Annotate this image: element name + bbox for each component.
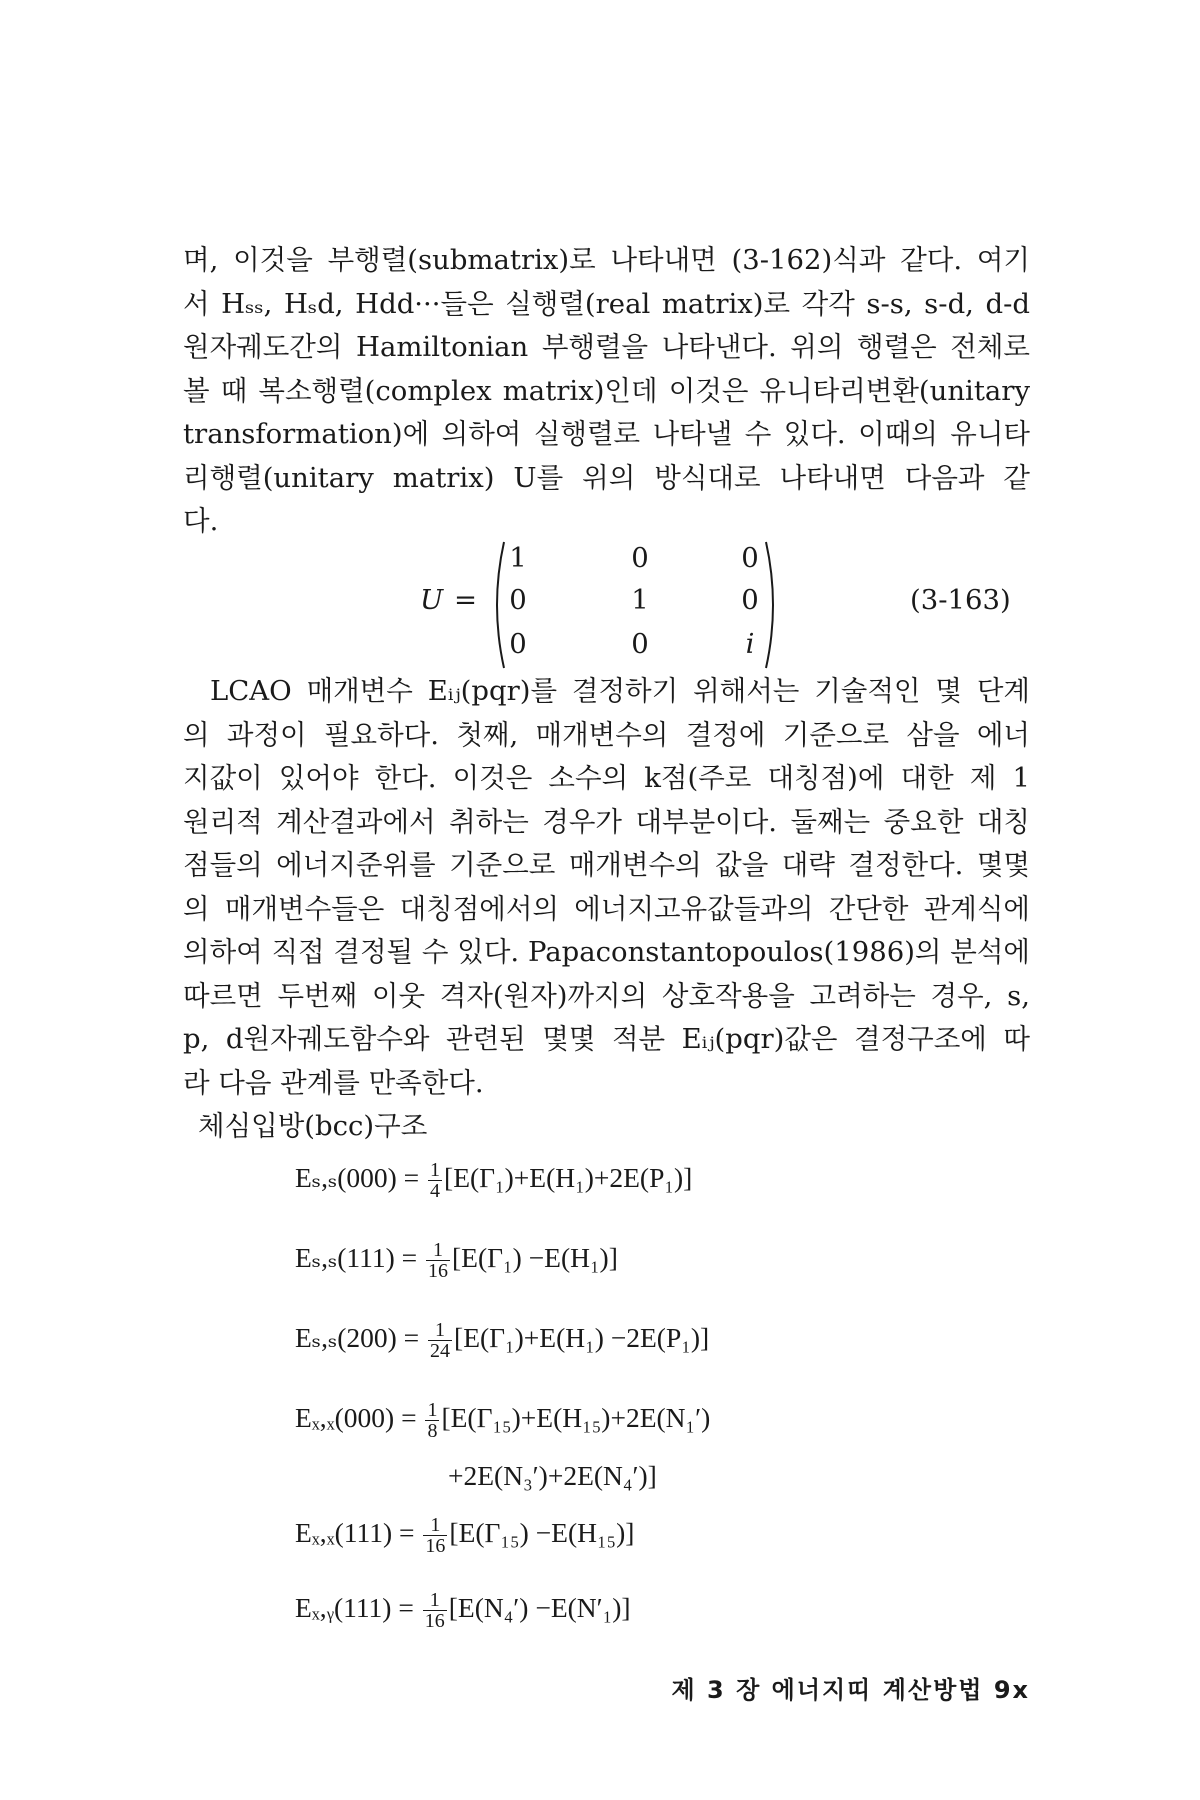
fraction-denominator: 16 — [424, 1610, 445, 1632]
subheading: 체심입방(bcc)구조 — [198, 1110, 428, 1142]
fraction — [428, 1160, 442, 1201]
text-line: 며, 이것을 부행렬(submatrix)로 나타내면 (3-162)식과 같다. 여기 — [183, 244, 1030, 276]
formula-rhs: [E(Γ₁) −E(H₁)] — [452, 1241, 618, 1273]
text-line: p, d원자궤도함수와 관련된 몇몇 적분 Eᵢⱼ(pqr)값은 결정구조에 따 — [183, 1023, 1030, 1055]
formula — [295, 1160, 692, 1201]
formula-lhs: Eₛ,ₛ(200) = — [295, 1321, 420, 1353]
text-line: LCAO 매개변수 Eᵢⱼ(pqr)를 결정하기 위해서는 기술적인 몇 단계 — [210, 675, 1030, 707]
text-line: 점들의 에너지준위를 기준으로 매개변수의 값을 대략 결정한다. 몇몇 — [183, 849, 1030, 881]
text-line: 따르면 두번째 이웃 격자(원자)까지의 상호작용을 고려하는 경우, s, — [183, 979, 1030, 1012]
fraction-denominator: 8 — [427, 1420, 438, 1442]
formula-rhs: [E(Γ₁₅) −E(H₁₅)] — [449, 1516, 635, 1548]
formula — [295, 1400, 710, 1441]
formula-rhs: [E(N₄′) −E(N′₁)] — [448, 1591, 631, 1623]
fraction-denominator: 24 — [430, 1340, 451, 1362]
matrix-cell: 0 — [631, 628, 649, 660]
formula — [295, 1590, 631, 1631]
page-footer: 제 3 장 에너지띠 계산방법 9x — [671, 1676, 1030, 1704]
matrix-cell: i — [745, 628, 755, 660]
formula-rhs: [E(Γ₁)+E(H₁)+2E(P₁)] — [444, 1161, 693, 1193]
text-line: 서 Hₛₛ, Hₛd, Hdd···들은 실행렬(real matrix)로 각각 s-s, s-d, d-d — [183, 287, 1030, 320]
formula-lhs: Eₛ,ₛ(000) = — [295, 1161, 420, 1193]
fraction-denominator: 16 — [425, 1535, 446, 1557]
fraction-numerator: 1 — [427, 1399, 438, 1421]
fraction — [423, 1515, 447, 1556]
matrix-cell: 0 — [741, 542, 759, 574]
matrix-cell: 1 — [631, 584, 649, 616]
fraction-numerator: 1 — [423, 1590, 447, 1611]
text-line: 라 다음 관계를 만족한다. — [183, 1066, 484, 1099]
equation-number: (3-163) — [910, 584, 1011, 616]
matrix-cell: 0 — [741, 584, 759, 616]
formula-continuation — [448, 1460, 657, 1492]
text-line: 의하여 직접 결정될 수 있다. Papaconstantopoulos(1986)의 분석에 — [183, 936, 1030, 968]
paragraph-2 — [183, 670, 1030, 1105]
text-line: 볼 때 복소행렬(complex matrix)인데 이것은 유니타리변환(unitary — [183, 374, 1030, 407]
formula — [295, 1515, 634, 1556]
text-line: 지값이 있어야 한다. 이것은 소수의 k점(주로 대칭점)에 대한 제 1 — [183, 762, 1030, 794]
formula-rhs: [E(Γ₁₅)+E(H₁₅)+2E(N₁′) — [441, 1401, 711, 1433]
fraction-denominator: 4 — [430, 1180, 441, 1202]
text-line: 의 매개변수들은 대칭점에서의 에너지고유값들과의 간단한 관계식에 — [183, 892, 1030, 925]
matrix-cell: 0 — [631, 542, 649, 574]
fraction — [428, 1320, 452, 1361]
text-line: 원리적 계산결과에서 취하는 경우가 대부분이다. 둘째는 중요한 대칭 — [183, 805, 1030, 838]
fraction-numerator: 1 — [426, 1240, 450, 1261]
formula — [295, 1320, 709, 1361]
fraction-denominator: 16 — [428, 1260, 448, 1282]
matrix-cell: 0 — [509, 584, 527, 616]
right-paren — [764, 540, 782, 670]
formula-lhs: Eₓ,ₓ(111) = — [295, 1516, 415, 1548]
matrix-label: U — [420, 584, 444, 616]
fraction-numerator: 1 — [430, 1159, 441, 1181]
fraction — [425, 1400, 439, 1441]
formula-lhs: Eₓ,ₓ(000) = — [295, 1401, 417, 1433]
formula — [295, 1240, 618, 1281]
fraction-numerator: 1 — [423, 1515, 447, 1536]
text-line: 원자궤도간의 Hamiltonian 부행렬을 나타낸다. 위의 행렬은 전체로 — [183, 331, 1030, 363]
text-line: 리행렬(unitary matrix) U를 위의 방식대로 나타내면 다음과 같 — [183, 461, 1030, 494]
equals-sign: = — [454, 584, 478, 616]
text-line: transformation)에 의하여 실행렬로 나타낼 수 있다. 이때의 유니타 — [183, 418, 1030, 450]
text-line: 다. — [183, 505, 219, 537]
matrix-cell: 1 — [509, 542, 527, 574]
matrix-cell: 0 — [509, 628, 527, 660]
paragraph-1 — [183, 239, 1030, 544]
formula-rhs: +2E(N₃′)+2E(N₄′)] — [448, 1460, 657, 1491]
formula-rhs: [E(Γ₁)+E(H₁) −2E(P₁)] — [454, 1321, 710, 1353]
fraction — [426, 1240, 450, 1281]
fraction-numerator: 1 — [428, 1320, 452, 1341]
fraction — [423, 1590, 447, 1631]
formula-lhs: Eₛ,ₛ(111) = — [295, 1241, 418, 1273]
text-line: 의 과정이 필요하다. 첫째, 매개변수의 결정에 기준으로 삼을 에너 — [183, 718, 1030, 751]
formula-lhs: Eₓ,ᵧ(111) = — [295, 1591, 414, 1623]
left-paren — [488, 540, 506, 670]
